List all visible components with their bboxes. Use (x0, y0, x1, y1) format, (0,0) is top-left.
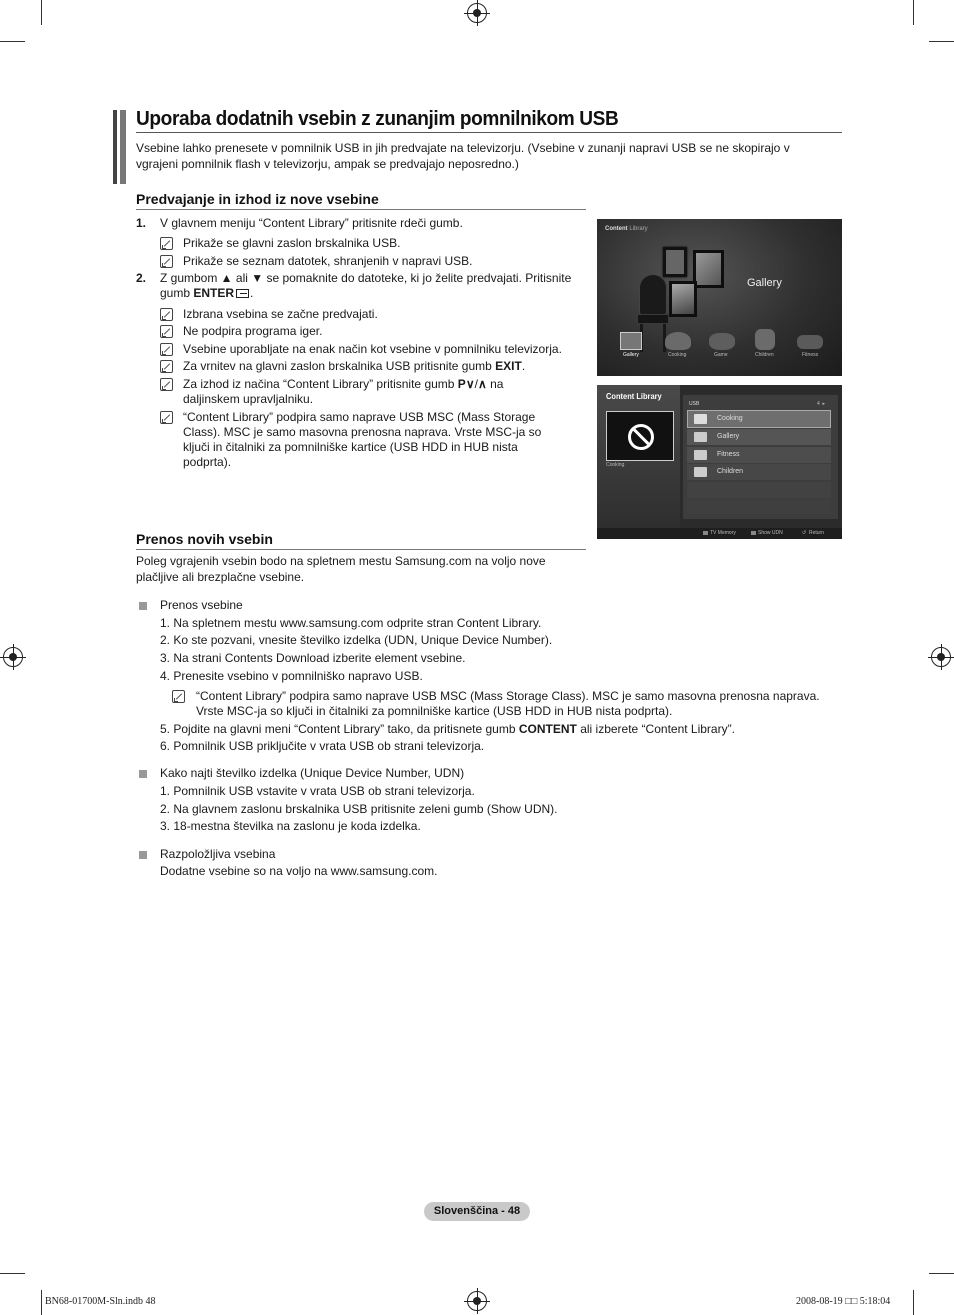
step-2-text: Z gumbom ▲ ali ▼ se pomaknite do datoteke, ki jo želite predvajati. Pritisnite gumb ENTER . (160, 271, 572, 300)
intro-text: Vsebine lahko prenesete v pomnilnik USB in jih predvajate na televizorju. (Vsebine v zunanji napravi USB se ne skopirajo v vgrajeni pomnilnik flash v televizorju, ampak se predvajajo neposredno.) (136, 141, 790, 171)
bottom-hint[interactable]: Show UDN (758, 530, 783, 536)
bottom-hint[interactable]: Return (809, 530, 825, 536)
note-icon (160, 255, 173, 268)
children-icon[interactable] (755, 329, 775, 350)
list-item: 3. 18-mestna številka na zaslonu je koda izdelka. (160, 819, 421, 833)
list-item-empty (687, 482, 831, 498)
return-icon: ↺ (802, 530, 807, 536)
note-text: Vsebine uporabljate na enak način kot vsebine v pomnilniku televizorja. (183, 342, 562, 356)
list-item: 3. Na strani Contents Download izberite element vsebine. (160, 651, 466, 665)
note-icon (160, 378, 173, 391)
page-indicator: 4 ​​ ▸ (817, 401, 826, 407)
bullet-square-icon (139, 770, 147, 778)
registration-mark-icon (467, 1291, 487, 1311)
icon-label: Game (714, 352, 728, 358)
game-icon[interactable] (709, 333, 735, 350)
crop-mark (41, 0, 42, 25)
list-item: 2. Na glavnem zaslonu brskalnika USB pritisnite zeleni gumb (Show UDN). (160, 802, 558, 816)
imprint-timestamp: 2008-08-19 □□ 5:18:04 (796, 1296, 891, 1307)
list-item: 1. Pomnilnik USB vstavite v vrata USB ob strani televizorja. (160, 784, 475, 798)
preview-thumbnail (606, 411, 674, 461)
channel-up-icon: ∧ (477, 377, 487, 391)
folder-icon (694, 450, 707, 460)
list-item[interactable] (687, 447, 831, 463)
note-icon (160, 237, 173, 250)
enter-button-label: ENTER (193, 286, 235, 300)
note-icon (160, 343, 173, 356)
list-item: 1. Na spletnem mestu www.samsung.com odprite stran Content Library. (160, 616, 542, 630)
crop-mark (929, 1273, 954, 1274)
folder-label: Cooking (717, 415, 743, 422)
list-item: 4. Prenesite vsebino v pomnilniško napravo USB. (160, 669, 423, 683)
picture-frame-icon (693, 250, 724, 288)
note-text: Ne podpira programa iger. (183, 324, 323, 338)
group-title: Kako najti številko izdelka (Unique Device Number, UDN) (160, 766, 465, 780)
no-preview-icon (628, 424, 654, 450)
note-text-pv: Za izhod iz načina “Content Library” pritisnite gumb P∨/∧ na daljinskem upravljalniku. (183, 377, 504, 406)
icon-label: Fitness (802, 352, 819, 358)
gallery-icon[interactable] (620, 332, 642, 350)
title-accent-bar (113, 110, 117, 184)
crop-mark (0, 41, 25, 42)
crop-mark (0, 1273, 25, 1274)
icon-label: Gallery (623, 352, 639, 358)
note-icon (160, 325, 173, 338)
folder-icon (694, 467, 707, 477)
list-item[interactable] (687, 429, 831, 445)
focused-category-label: Gallery (747, 277, 782, 289)
folder-label: Gallery (717, 433, 740, 440)
screen-header: Content Library (606, 391, 662, 401)
fitness-icon[interactable] (797, 335, 823, 349)
bullet-square-icon (139, 851, 147, 859)
picture-frame-icon (669, 281, 697, 317)
bullet-square-icon (139, 602, 147, 610)
page-number-badge: Slovenščina - 48 (424, 1202, 530, 1221)
note-text: “Content Library” podpira samo naprave USB MSC (Mass Storage Class). MSC je samo masovna prenosna naprava. Vrste MSC-ja so ključi in čitalniki za pomnilniške kartice (USB HDD in HUB nista podprta). (196, 689, 820, 718)
list-item: 6. Pomnilnik USB priključite v vrata USB ob strani televizorja. (160, 739, 485, 753)
icon-label: Cooking (668, 352, 687, 358)
group-title: Prenos vsebine (160, 598, 243, 612)
button-indicator-icon (703, 531, 708, 535)
list-item[interactable] (687, 464, 831, 480)
content-library-main-screen (597, 219, 842, 376)
section-heading-transfer: Prenos novih vsebin (136, 531, 273, 547)
list-item: 5. Pojdite na glavni meni “Content Library” tako, da pritisnete gumb CONTENT ali izberete “Content Library”. (160, 722, 735, 736)
bottom-hint[interactable]: TV Memory (710, 530, 736, 536)
step-1-text: V glavnem meniju “Content Library” pritisnite rdeči gumb. (160, 216, 463, 230)
registration-mark-icon (3, 647, 23, 667)
usb-label: USB (689, 401, 700, 407)
list-item: 2. Ko ste pozvani, vnesite številko izdelka (UDN, Unique Device Number). (160, 633, 553, 647)
folder-label: Children (717, 468, 744, 475)
note-text: Prikaže se glavni zaslon brskalnika USB. (183, 236, 401, 250)
registration-mark-icon (931, 647, 951, 667)
note-icon (172, 690, 185, 703)
crop-mark (913, 1290, 914, 1315)
cooking-icon[interactable] (665, 332, 691, 350)
icon-label: Children (755, 352, 774, 358)
note-icon (160, 411, 173, 424)
section-intro: Poleg vgrajenih vsebin bodo na spletnem mestu Samsung.com na voljo nove plačljive ali brezplačne vsebine. (136, 554, 546, 584)
note-text-exit: Za vrnitev na glavni zaslon brskalnika USB pritisnite gumb EXIT. (183, 359, 526, 373)
title-rule (136, 132, 842, 133)
folder-label: Fitness (717, 451, 740, 458)
preview-caption: Cooking (606, 462, 625, 468)
title-accent-bar (120, 110, 126, 184)
group-text: Dodatne vsebine so na voljo na www.samsung.com. (160, 864, 438, 878)
screen-header: Content Library (605, 226, 648, 232)
registration-mark-icon (467, 3, 487, 23)
folder-icon (694, 432, 707, 442)
section-heading-playback: Predvajanje in izhod iz nove vsebine (136, 191, 379, 207)
note-icon (160, 360, 173, 373)
step-number: 1. (136, 216, 147, 230)
list-item-selected[interactable] (687, 410, 831, 428)
step-number: 2. (136, 271, 147, 285)
note-text: Prikaže se seznam datotek, shranjenih v napravi USB. (183, 254, 473, 268)
button-indicator-icon (751, 531, 756, 535)
page-title: Uporaba dodatnih vsebin z zunanjim pomnilnikom USB (136, 107, 619, 130)
section-rule (136, 209, 586, 210)
picture-frame-icon (663, 247, 687, 277)
section-rule (136, 549, 586, 550)
enter-icon (236, 289, 249, 298)
note-text: Izbrana vsebina se začne predvajati. (183, 307, 378, 321)
channel-down-icon: ∨ (465, 377, 475, 391)
crop-mark (913, 0, 914, 25)
content-library-usb-screen (597, 385, 842, 539)
crop-mark (41, 1290, 42, 1315)
group-title: Razpoložljiva vsebina (160, 847, 276, 861)
note-text-msc: “Content Library” podpira samo naprave USB MSC (Mass Storage Class). MSC je samo masovna prenosna naprava. Vrste MSC-ja so ključi in čitalniki za pomnilniške kartice (USB HDD in HUB nista podprta). (183, 410, 542, 469)
folder-icon (694, 414, 707, 424)
crop-mark (929, 41, 954, 42)
note-icon (160, 308, 173, 321)
imprint-file: BN68-01700M-Sln.indb 48 (45, 1296, 156, 1307)
list-item-empty (687, 500, 831, 514)
